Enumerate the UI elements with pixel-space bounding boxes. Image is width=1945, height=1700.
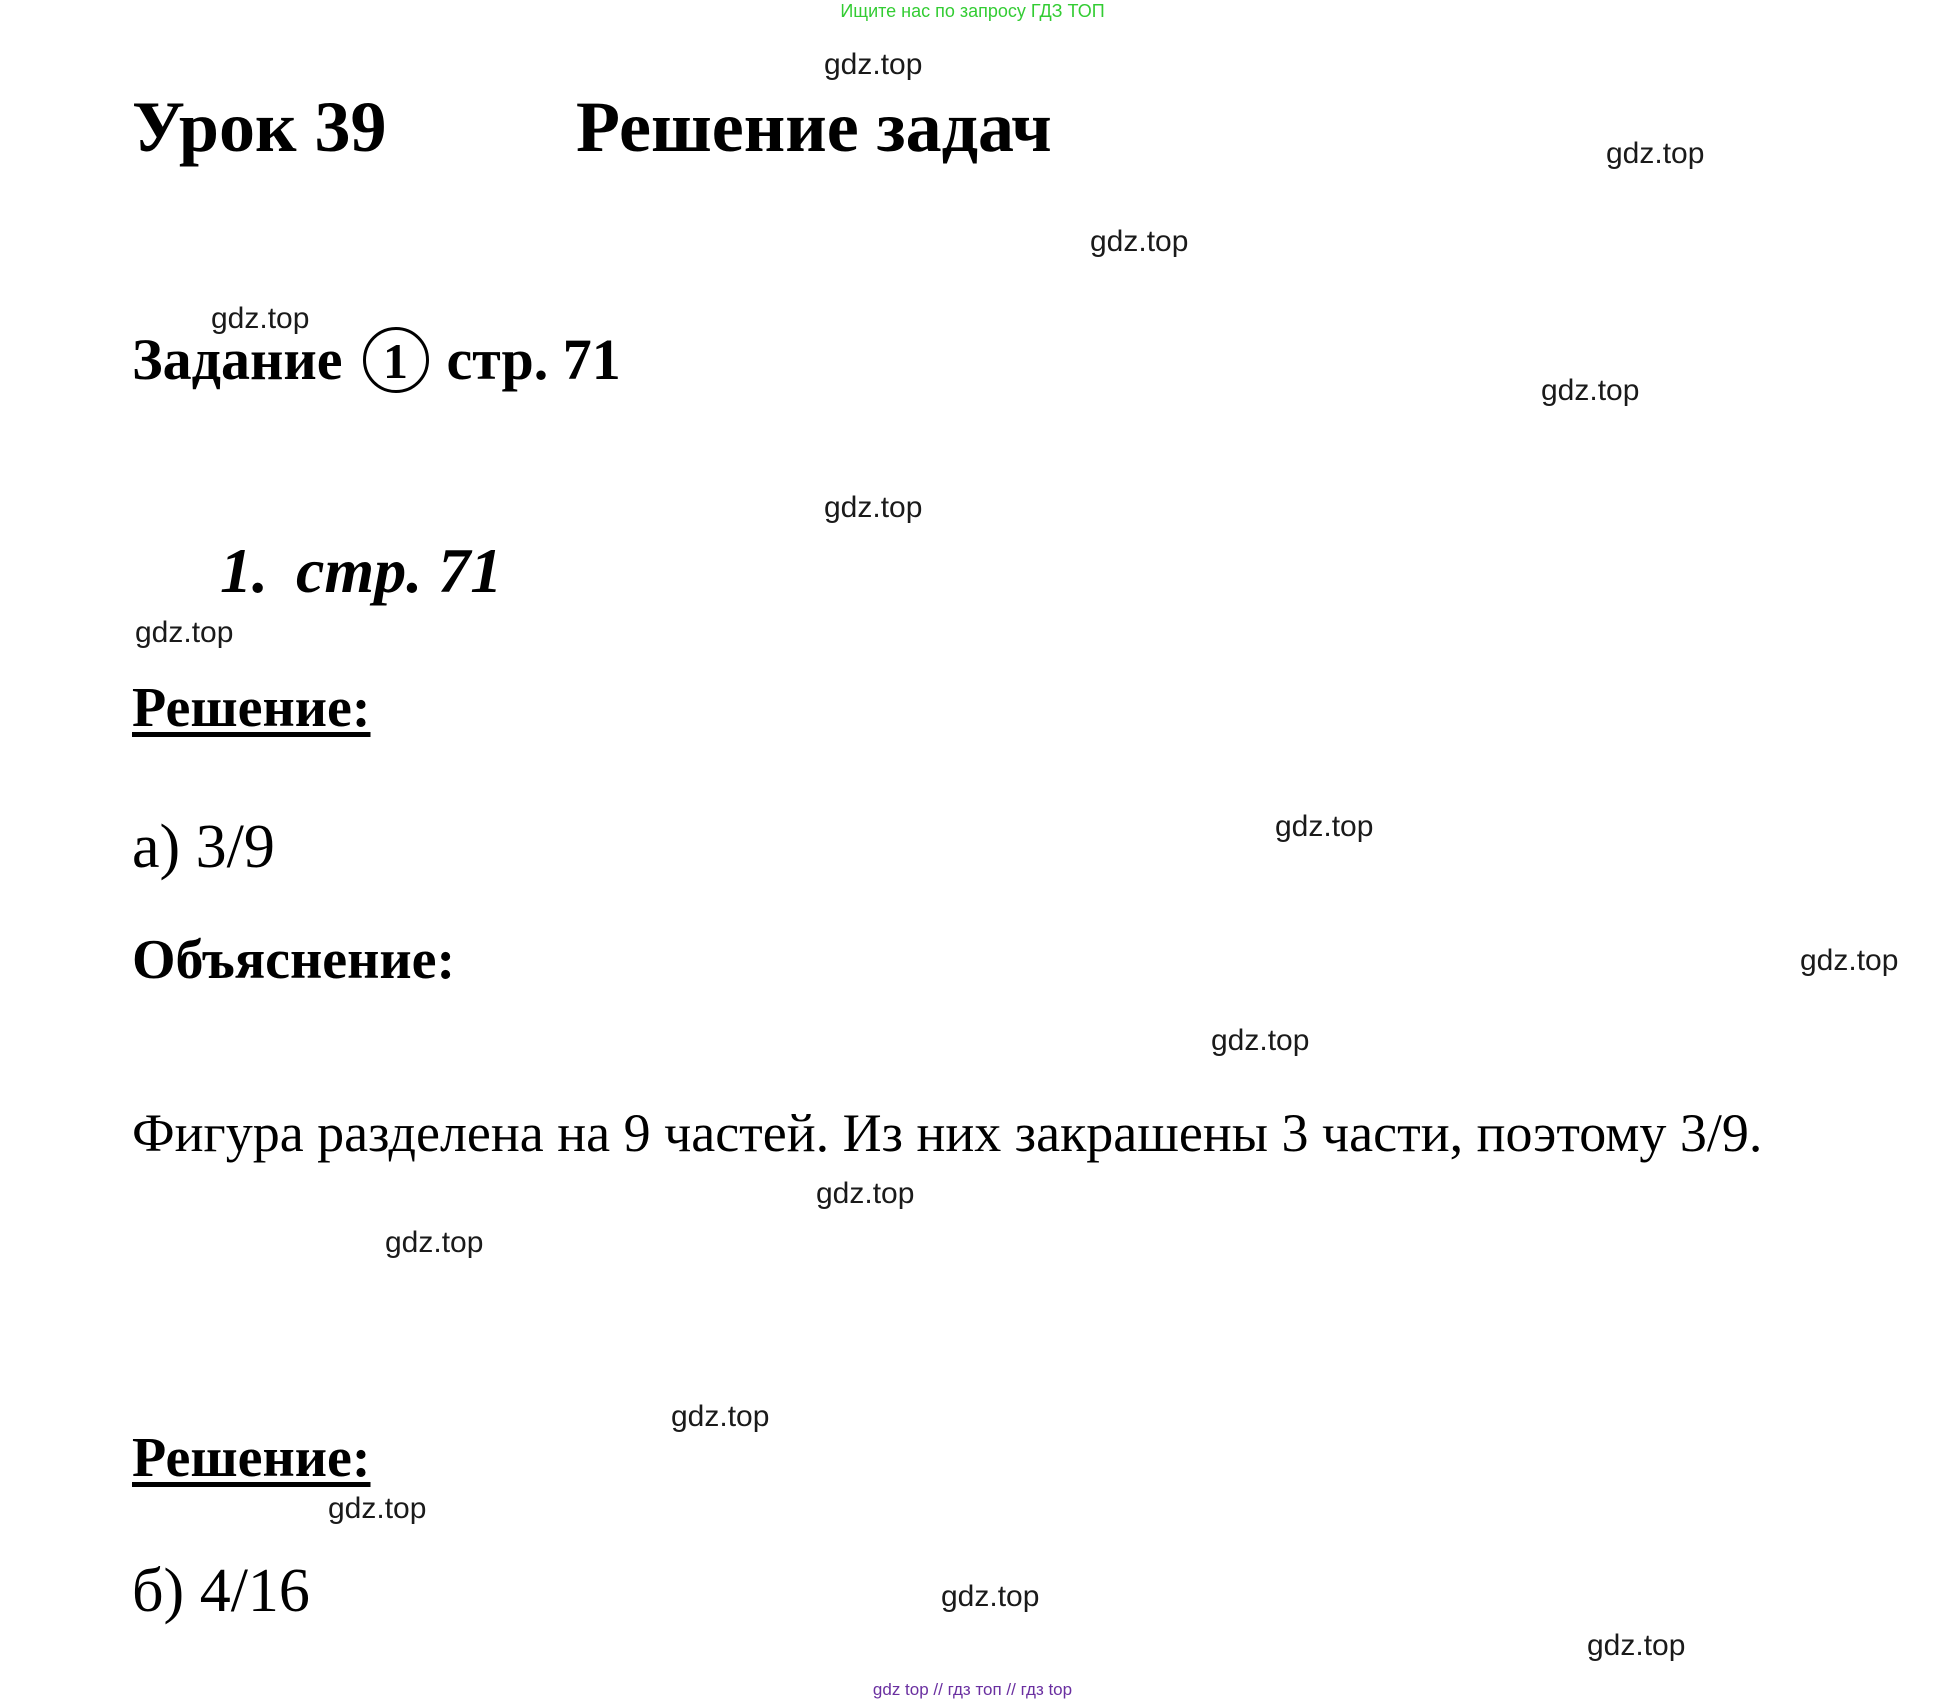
explanation-text: Фигура разделена на 9 частей. Из них закрашены 3 части, поэтому 3/9. — [132, 1103, 1763, 1163]
watermark: gdz.top — [1587, 1629, 1686, 1662]
watermark: gdz.top — [1275, 810, 1374, 843]
watermark: gdz.top — [816, 1177, 915, 1210]
answer-b: б) 4/16 — [132, 1557, 310, 1625]
footer-links: gdz top // гдз топ // гдз top — [872, 1680, 1073, 1699]
solution-heading-a: Решение: — [132, 677, 371, 739]
watermark: gdz.top — [941, 1580, 1040, 1613]
top-banner: Ищите нас по запросу ГДЗ ТОП — [840, 1, 1105, 21]
watermark: gdz.top — [671, 1400, 770, 1433]
exercise-number: 1. — [220, 535, 268, 606]
exercise-reference — [220, 534, 502, 608]
watermark: gdz.top — [328, 1492, 427, 1525]
watermark: gdz.top — [1541, 374, 1640, 407]
watermark: gdz.top — [135, 616, 234, 649]
watermark: gdz.top — [824, 491, 923, 524]
watermark: gdz.top — [824, 48, 923, 81]
task-heading — [132, 326, 621, 393]
watermark: gdz.top — [1090, 225, 1189, 258]
watermark: gdz.top — [1606, 137, 1705, 170]
task-number-circle: 1 — [363, 327, 429, 393]
lesson-title: Урок 39 — [132, 87, 387, 167]
topic-title: Решение задач — [576, 87, 1052, 167]
solution-heading-b: Решение: — [132, 1427, 371, 1489]
watermark: gdz.top — [385, 1226, 484, 1259]
watermark: gdz.top — [1211, 1024, 1310, 1057]
answer-a: а) 3/9 — [132, 813, 275, 881]
task-page: стр. 71 — [446, 327, 621, 392]
explanation-heading: Объяснение: — [132, 929, 456, 991]
watermark: gdz.top — [211, 302, 310, 335]
task-label: Задание — [132, 327, 343, 392]
exercise-page: стр. 71 — [296, 535, 503, 606]
watermark: gdz.top — [1800, 944, 1899, 977]
